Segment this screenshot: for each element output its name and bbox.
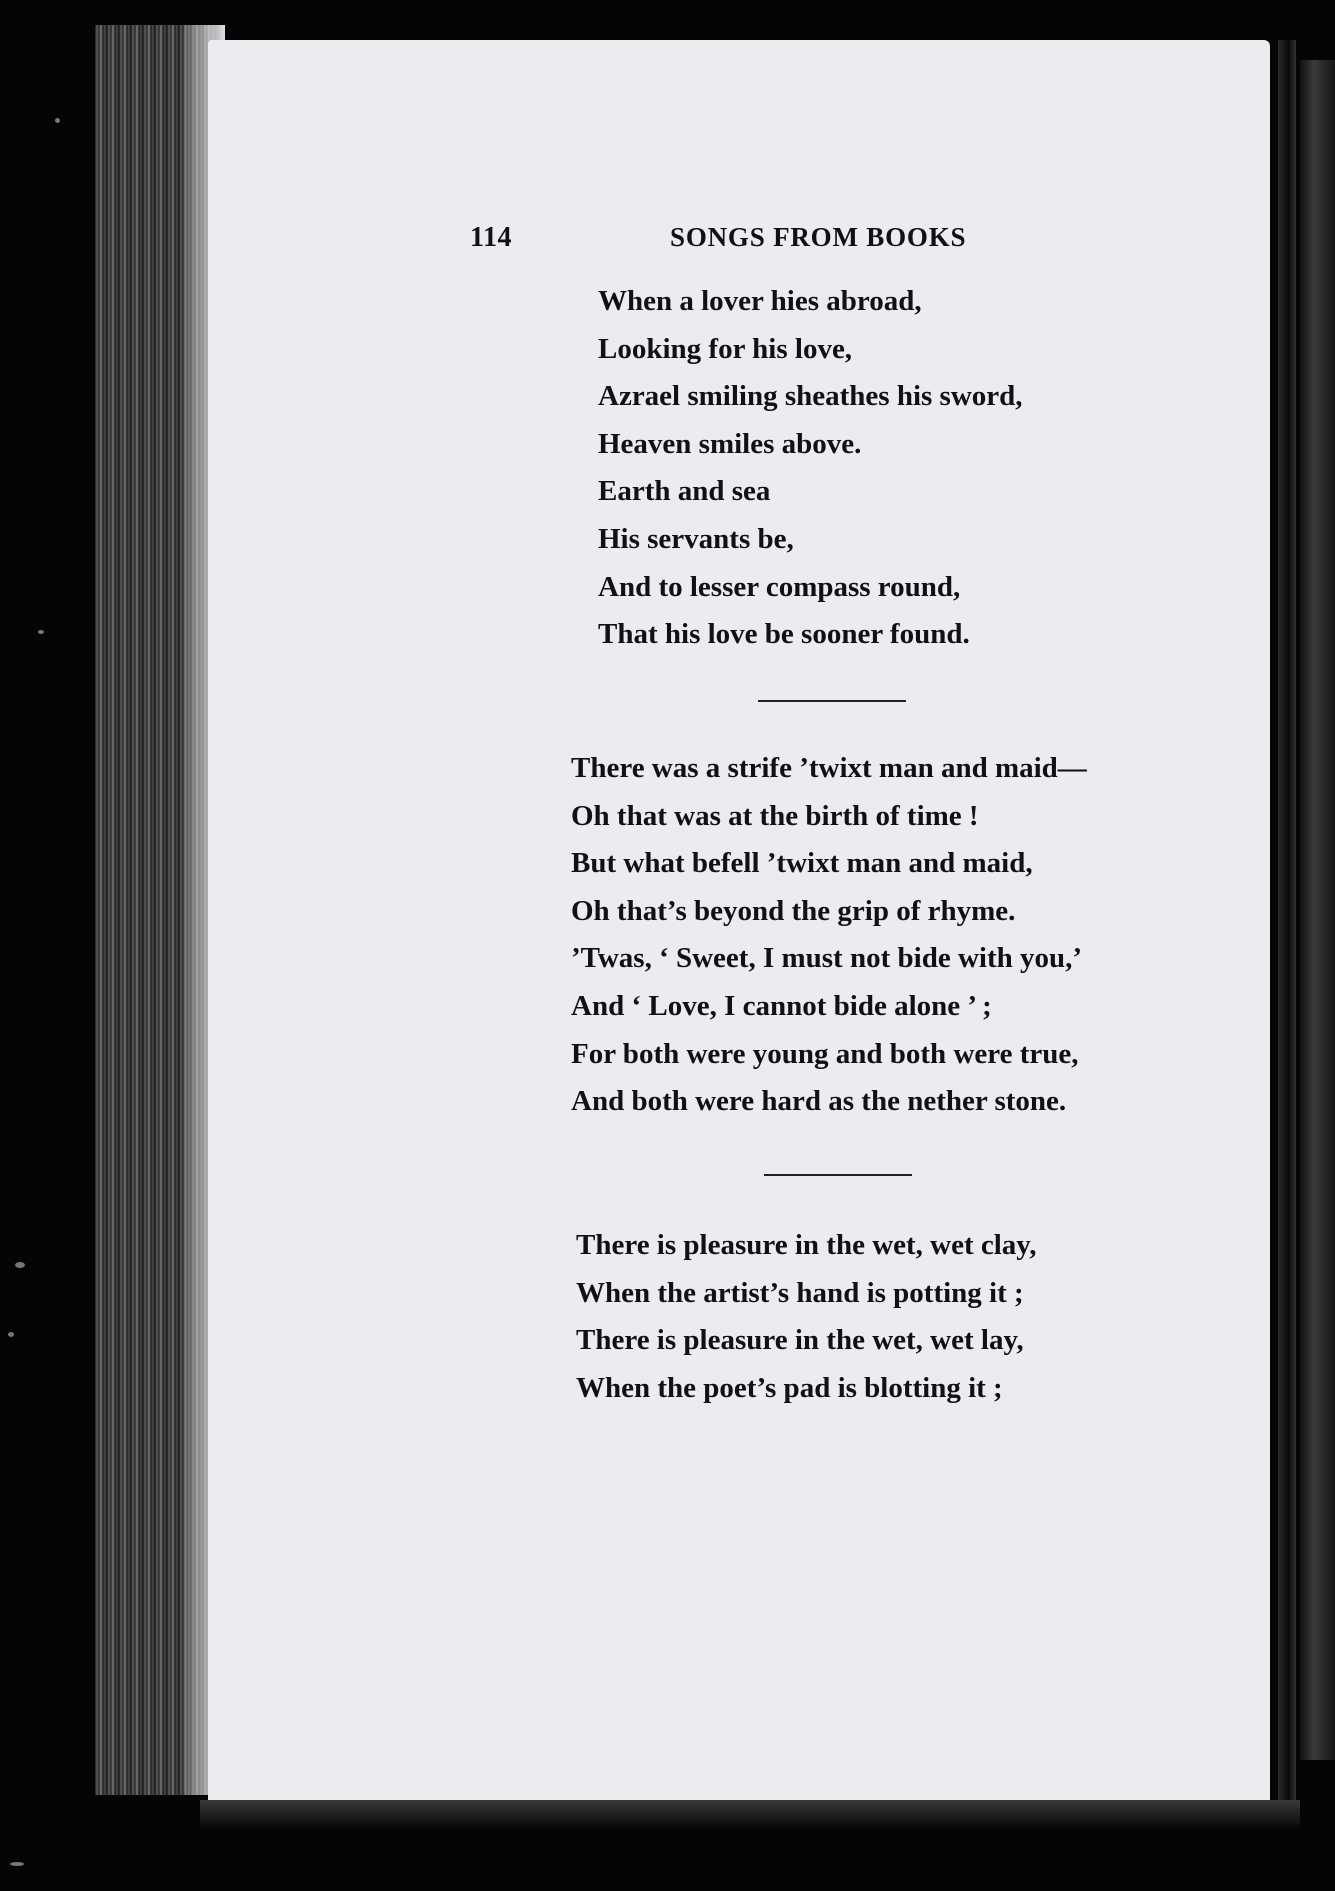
poem-line: There was a strife ’twixt man and maid— <box>571 752 1087 784</box>
page-number: 114 <box>470 222 512 253</box>
poem-line: ’Twas, ‘ Sweet, I must not bide with you,’ <box>571 942 1083 975</box>
poem-line: Earth and sea <box>598 475 771 508</box>
section-divider <box>764 1174 912 1176</box>
poem-line: There is pleasure in the wet, wet clay, <box>576 1229 1037 1261</box>
poem-line: Heaven smiles above. <box>598 427 862 460</box>
poem-line: There is pleasure in the wet, wet lay, <box>576 1324 1024 1357</box>
dust-speck <box>55 118 60 123</box>
poem-line: That his love be sooner found. <box>598 618 970 651</box>
dust-speck <box>38 630 44 634</box>
section-divider <box>758 700 906 702</box>
poem-stanza <box>571 745 1087 1126</box>
poem-line: Azrael smiling sheathes his sword, <box>598 380 1023 413</box>
poem-line: Oh that’s beyond the grip of rhyme. <box>571 894 1016 927</box>
dust-speck <box>10 1862 24 1866</box>
poem-stanza <box>576 1222 1036 1412</box>
poem-line: And both were hard as the nether stone. <box>571 1085 1067 1118</box>
page-bottom-shadow <box>200 1800 1300 1830</box>
poem-line: Looking for his love, <box>598 332 853 365</box>
poem-line: When the artist’s hand is potting it ; <box>576 1276 1024 1309</box>
poem-stanza <box>598 278 1023 659</box>
poem-line: When a lover hies abroad, <box>598 285 922 317</box>
page-header <box>0 222 1335 262</box>
poem-line: When the poet’s pad is blotting it ; <box>576 1371 1003 1404</box>
running-title: SONGS FROM BOOKS <box>670 222 967 252</box>
poem-line: And ‘ Love, I cannot bide alone ’ ; <box>571 989 992 1022</box>
poem-line: Oh that was at the birth of time ! <box>571 799 979 832</box>
dust-speck <box>15 1262 25 1268</box>
poem-line: For both were young and both were true, <box>571 1037 1079 1070</box>
book-binding-edge <box>1300 60 1335 1760</box>
dust-speck <box>8 1332 14 1337</box>
poem-line: But what befell ’twixt man and maid, <box>571 847 1033 880</box>
poem-line: And to lesser compass round, <box>598 570 961 603</box>
poem-line: His servants be, <box>598 522 794 555</box>
book-binding <box>1278 40 1296 1810</box>
